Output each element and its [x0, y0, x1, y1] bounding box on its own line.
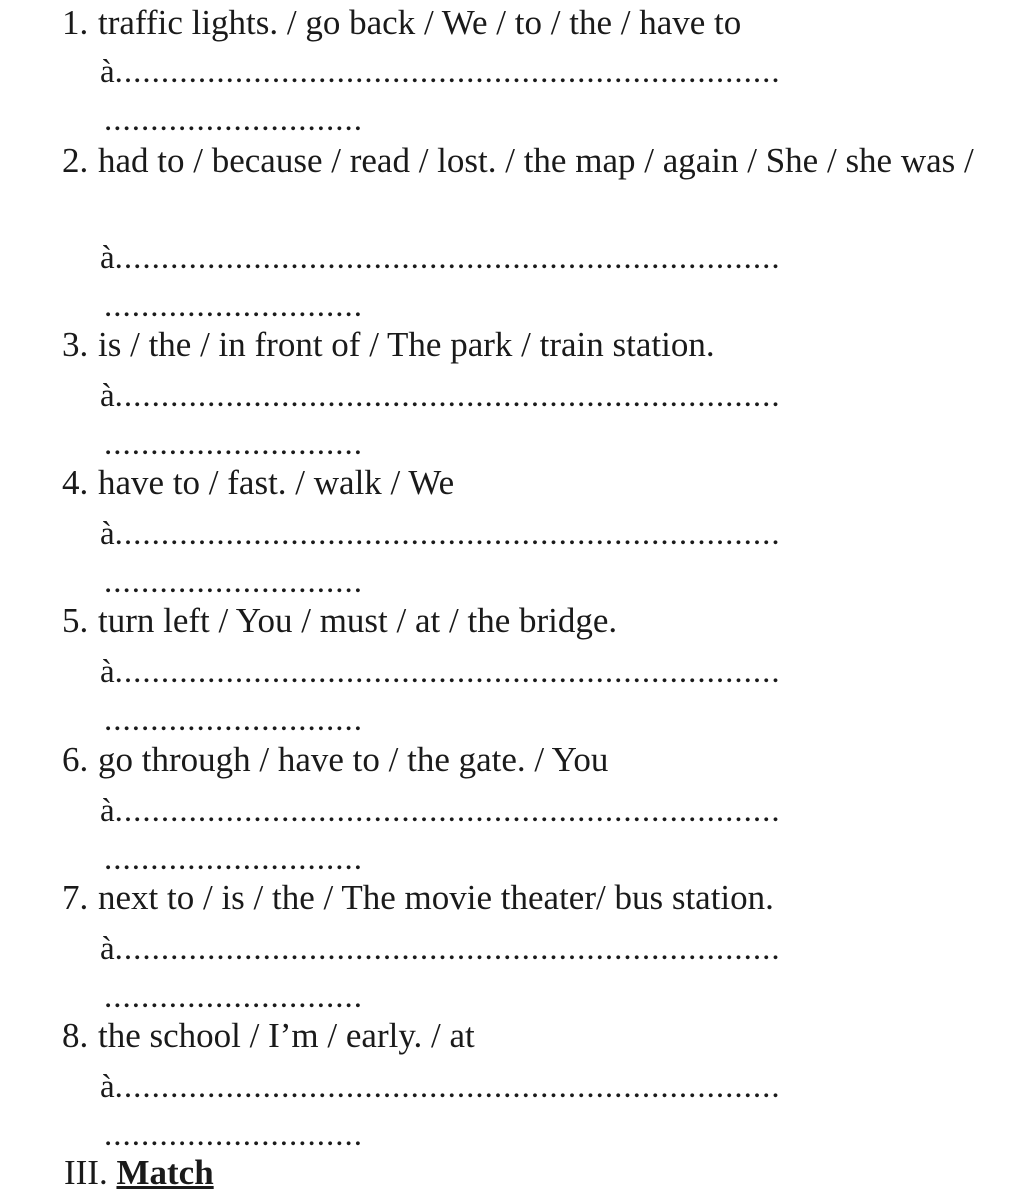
- answer-marker: à: [100, 240, 115, 276]
- exercise-prompt: [62, 598, 992, 644]
- answer-dots: ........................................................................: [114, 54, 781, 90]
- exercise-number: 3.: [62, 325, 89, 364]
- answer-dots: ........................................................................: [114, 240, 781, 276]
- answer-marker: à: [100, 931, 115, 967]
- section-title: Match: [116, 1153, 214, 1192]
- answer-marker: à: [100, 378, 115, 414]
- exercise-number: 7.: [62, 878, 89, 917]
- answer-dots: ........................................................................: [114, 793, 781, 829]
- section-number: III.: [64, 1153, 108, 1192]
- answer-line[interactable]: [100, 929, 960, 969]
- exercise-number: 4.: [62, 463, 89, 502]
- answer-continuation-dots[interactable]: ............................: [104, 841, 363, 877]
- answer-line[interactable]: [100, 652, 960, 692]
- answer-dots: ........................................................................: [114, 931, 781, 967]
- answer-continuation-dots[interactable]: ............................: [104, 102, 363, 138]
- exercise-prompt: [62, 1013, 992, 1059]
- exercise-text: had to / because / read / lost. / the map / again / She / she was /: [98, 141, 974, 180]
- exercise-prompt: [62, 322, 992, 368]
- answer-marker: à: [100, 516, 115, 552]
- answer-continuation-dots[interactable]: ............................: [104, 979, 363, 1015]
- exercise-prompt: [62, 138, 992, 184]
- answer-continuation-dots[interactable]: ............................: [104, 1117, 363, 1153]
- exercise-text: is / the / in front of / The park / train station.: [98, 325, 715, 364]
- exercise-text: next to / is / the / The movie theater/ bus station.: [98, 878, 774, 917]
- exercise-number: 2.: [62, 141, 89, 180]
- answer-line[interactable]: [100, 376, 960, 416]
- answer-line[interactable]: [100, 791, 960, 831]
- answer-marker: à: [100, 1069, 115, 1105]
- exercise-number: 1.: [62, 3, 89, 42]
- answer-line[interactable]: [100, 514, 960, 554]
- exercise-text: traffic lights. / go back / We / to / the / have to: [98, 3, 742, 42]
- answer-marker: à: [100, 793, 115, 829]
- exercise-number: 5.: [62, 601, 89, 640]
- answer-line[interactable]: [100, 1067, 960, 1107]
- exercise-prompt: [62, 0, 992, 46]
- exercise-text: turn left / You / must / at / the bridge.: [98, 601, 618, 640]
- exercise-number: 8.: [62, 1016, 89, 1055]
- answer-continuation-dots[interactable]: ............................: [104, 288, 363, 324]
- answer-line[interactable]: [100, 52, 960, 92]
- answer-marker: à: [100, 54, 115, 90]
- exercise-prompt: [62, 460, 992, 506]
- answer-dots: ........................................................................: [114, 654, 781, 690]
- exercise-prompt: [62, 737, 992, 783]
- answer-continuation-dots[interactable]: ............................: [104, 426, 363, 462]
- answer-continuation-dots[interactable]: ............................: [104, 702, 363, 738]
- answer-dots: ........................................................................: [114, 516, 781, 552]
- exercise-text: the school / I’m / early. / at: [98, 1016, 475, 1055]
- answer-dots: ........................................................................: [114, 1069, 781, 1105]
- section-heading-match: [64, 1150, 214, 1196]
- answer-continuation-dots[interactable]: ............................: [104, 564, 363, 600]
- exercise-prompt: [62, 875, 992, 921]
- exercise-text: go through / have to / the gate. / You: [98, 740, 609, 779]
- answer-marker: à: [100, 654, 115, 690]
- exercise-text: have to / fast. / walk / We: [98, 463, 455, 502]
- exercise-number: 6.: [62, 740, 89, 779]
- answer-dots: ........................................................................: [114, 378, 781, 414]
- answer-line[interactable]: [100, 238, 960, 278]
